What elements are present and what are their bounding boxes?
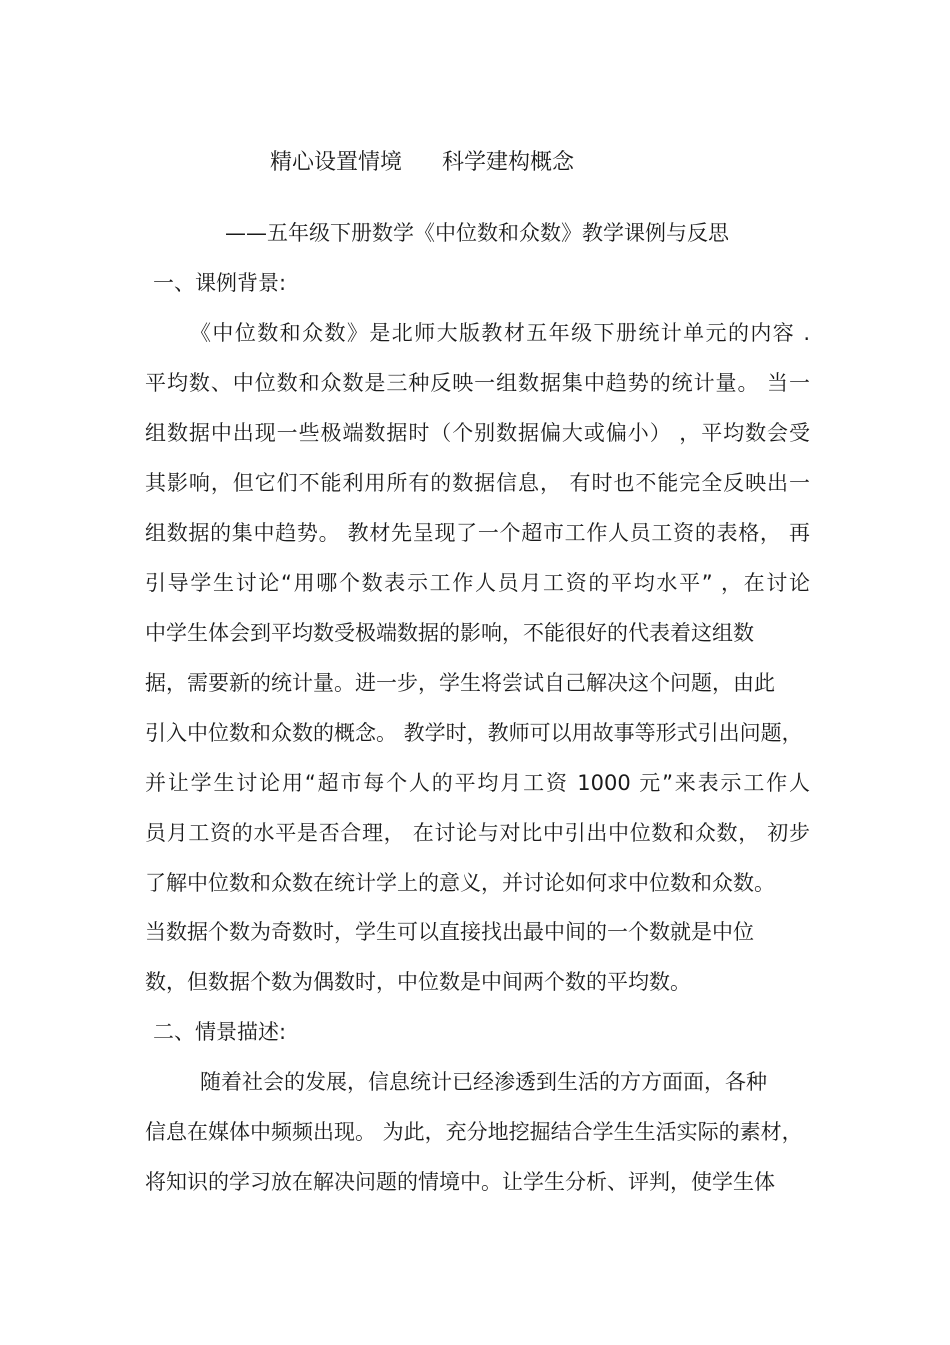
paragraph-line: 员月工资的水平是否合理， 在讨论与对比中引出中位数和众数， 初步 <box>145 821 810 845</box>
section-2-heading: 二、情景描述: <box>153 1020 287 1044</box>
paragraph-line: 并让学生讨论用“超市每个人的平均月工资 1000 元”来表示工作人 <box>145 771 810 795</box>
paragraph-line: 其影响，但它们不能利用所有的数据信息， 有时也不能完全反映出一 <box>145 471 810 495</box>
paragraph-line: 平均数、中位数和众数是三种反映一组数据集中趋势的统计量。 当一 <box>145 371 810 395</box>
paragraph-line: 据，需要新的统计量。进一步，学生将尝试自己解决这个问题，由此 <box>145 671 775 695</box>
paragraph-line: 了解中位数和众数在统计学上的意义，并讨论如何求中位数和众数。 <box>145 871 775 895</box>
paragraph-line: 中学生体会到平均数受极端数据的影响，不能很好的代表着这组数 <box>145 621 754 645</box>
title-part-1: 精心设置情境 <box>270 150 403 175</box>
paragraph-line: 引入中位数和众数的概念。 教学时，教师可以用故事等形式引出问题， <box>145 721 803 745</box>
paragraph-line: 组数据中出现一些极端数据时（个别数据偏大或偏小） ，平均数会受 <box>145 421 810 445</box>
page-title <box>270 149 574 177</box>
paragraph-line: 组数据的集中趋势。 教材先呈现了一个超市工作人员工资的表格， 再 <box>145 521 810 545</box>
paragraph-line: 将知识的学习放在解决问题的情境中。让学生分析、评判，使学生体 <box>145 1170 775 1194</box>
paragraph-line: 《中位数和众数》是北师大版教材五年级下册统计单元的内容 . <box>190 321 810 345</box>
title-part-2: 科学建构概念 <box>442 150 575 175</box>
paragraph-line: 随着社会的发展，信息统计已经渗透到生活的方方面面，各种 <box>200 1070 767 1094</box>
page-subtitle: ——五年级下册数学《中位数和众数》教学课例与反思 <box>225 221 729 245</box>
paragraph-line: 信息在媒体中频频出现。 为此，充分地挖掘结合学生生活实际的素材， <box>145 1120 803 1144</box>
paragraph-line: 引导学生讨论“用哪个数表示工作人员月工资的平均水平” ，在讨论 <box>145 571 810 595</box>
paragraph-line: 当数据个数为奇数时，学生可以直接找出最中间的一个数就是中位 <box>145 920 754 944</box>
section-1-heading: 一、课例背景: <box>153 271 287 295</box>
paragraph-line: 数，但数据个数为偶数时，中位数是中间两个数的平均数。 <box>145 970 691 994</box>
